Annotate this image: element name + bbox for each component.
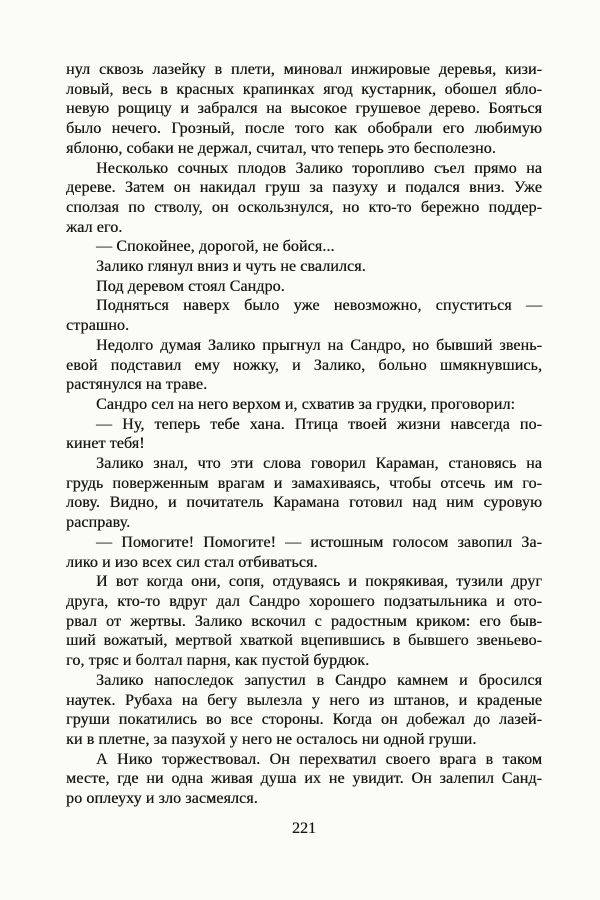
- paragraph: [66, 454, 542, 533]
- text-line: И вот когда они, сопя, отдуваясь и покрякивая, тузили друг: [96, 573, 542, 591]
- text-line: ший вожатый, мертвой хваткой вцепившись в бывшего звеньево-: [66, 632, 542, 650]
- text-line: груши покатились во все стороны. Когда он добежал до лазей-: [66, 711, 542, 729]
- text-line: нул сквозь лазейку в плети, миновал инжировые деревья, кизи-: [66, 61, 542, 78]
- paragraph: [66, 395, 542, 415]
- text-line: Залико глянул вниз и чуть не свалился.: [96, 258, 366, 276]
- text-line: сползая по стволу, он оскользнулся, но кто-то бережно поддер-: [66, 198, 542, 216]
- text-line: было нечего. Грозный, после того как обобрали его любимую: [66, 120, 542, 138]
- text-line: рвал от жертвы. Залико вскочил с радостным криком: его быв-: [66, 612, 542, 630]
- text-line: Недолго думая Залико прыгнул на Сандро, но бывший звень-: [96, 336, 542, 354]
- paragraph: [66, 415, 542, 454]
- text-line: лову. Видно, и почитатель Карамана готовил над ним суровую: [66, 494, 542, 512]
- text-line: страшно.: [66, 317, 130, 335]
- text-line: грудь поверженным врагам и замахиваясь, чтобы отсечь им го-: [66, 474, 542, 492]
- text-line: кинет тебя!: [66, 435, 145, 453]
- text-line: Залико знал, что эти слова говорил Караман, становясь на: [96, 455, 542, 473]
- text-line: — Спокойнее, дорогой, не бойся...: [96, 238, 335, 256]
- page-number: 221: [292, 820, 316, 837]
- text-line: жал его.: [66, 218, 123, 236]
- page-text: [66, 60, 542, 809]
- paragraph: [66, 257, 542, 277]
- text-line: А Нико торжествовал. Он перехватил своего врага в таком: [96, 750, 542, 768]
- text-line: евой подставил ему ножку, и Залико, больно шмякнувшись,: [66, 356, 542, 374]
- paragraph: [66, 671, 542, 750]
- text-line: ки в плетне, за пазухой у него не осталось ни одной груши.: [66, 730, 477, 748]
- text-line: — Ну, теперь тебе хана. Птица твоей жизни навсегда по-: [96, 415, 542, 433]
- text-line: лико и изо всех сил стал отбиваться.: [66, 553, 318, 571]
- text-line: наутек. Рубаха на бегу вылезла у него из штанов, и краденые: [66, 691, 542, 709]
- text-line: Залико напоследок запустил в Сандро камнем и бросился: [96, 671, 542, 689]
- text-line: ловый, весь в красных крапинках ягод кустарник, обошел ябло-: [66, 80, 542, 98]
- text-line: — Помогите! Помогите! — истошным голосом завопил За-: [96, 533, 542, 551]
- paragraph: [66, 572, 542, 671]
- paragraph: [66, 159, 542, 238]
- paragraph: [66, 750, 542, 809]
- paragraph: [66, 533, 542, 572]
- text-line: месте, где ни одна живая душа их не увидит. Он залепил Санд-: [66, 770, 542, 788]
- text-line: невую рощицу и забрался на высокое грушевое дерево. Бояться: [66, 100, 542, 118]
- text-line: расправу.: [66, 514, 131, 532]
- text-line: Подняться наверх было уже невозможно, спуститься —: [96, 297, 542, 315]
- text-line: го, тряс и болтал парня, как пустой бурдюк.: [66, 652, 370, 670]
- text-line: дереве. Затем он накидал груш за пазуху и подался вниз. Уже: [66, 179, 542, 197]
- paragraph: [66, 237, 542, 257]
- paragraph: [66, 336, 542, 395]
- text-line: Под деревом стоял Сандро.: [96, 277, 285, 295]
- text-line: ро оплеуху и зло засмеялся.: [66, 790, 258, 808]
- paragraph: [66, 296, 542, 335]
- text-line: яблоню, собаки не держал, считал, что теперь это бесполезно.: [66, 139, 496, 157]
- text-line: растянулся на траве.: [66, 376, 208, 394]
- paragraph: [66, 277, 542, 297]
- text-line: Сандро сел на него верхом и, схватив за грудки, проговорил:: [96, 395, 516, 413]
- text-line: Несколько сочных плодов Залико торопливо съел прямо на: [96, 159, 542, 177]
- text-line: друга, кто-то вдруг дал Сандро хорошего подзатыльника и ото-: [66, 592, 542, 610]
- paragraph: [66, 60, 542, 159]
